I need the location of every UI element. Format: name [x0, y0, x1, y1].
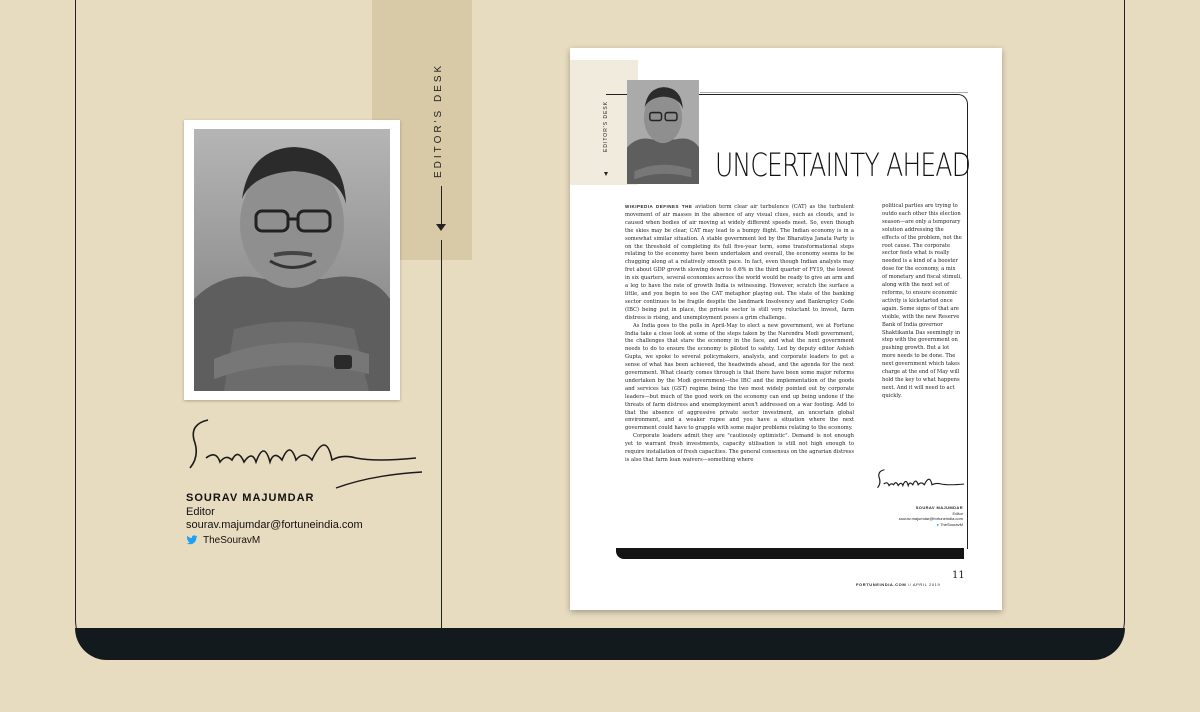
magazine-editor-portrait — [627, 80, 699, 184]
twitter-bird-icon — [186, 534, 198, 546]
magazine-author-block — [868, 505, 963, 527]
magazine-footer — [856, 582, 940, 587]
arrow-down-icon — [436, 224, 446, 231]
section-label: EDITOR'S DESK — [433, 62, 444, 178]
magazine-page — [570, 48, 1002, 610]
editor-photo-card — [184, 120, 400, 400]
article-paragraph-2: As India goes to the polls in April-May to elect a new government, we at Fortune India take a close look at some of the steps taken by the Narendra Modi government, the challenges that stare the economy in the face, and what the next government needs to do to ensure the economy is piloted to safety. Led by deputy editor Ashish Gupta, we spoke to several policymakers, analysts, and corporate leaders to get a sense of what has been achieved, the headwinds ahead, and the agenda for the next government. What clearly comes through is that there have been some major reforms undertaken by the Modi government—the IBC and the implementation of the goods and services tax (GST) regime being the two most widely pointed out by corporate leaders—but much of the good work on the economy can end up being undone if the threats of farm distress and unemployment aren't addressed on a war footing. Add to that the absence of aggressive private sector investment, an uncertain global environment, and a weaker rupee and you have a situation where the next government could have to grapple with some major problems relating to the economy. — [625, 322, 854, 432]
page-number: 11 — [952, 570, 965, 581]
article-paragraph-1: WIKIPEDIA DEFINES THE aviation term clear air turbulence (CAT) as the turbulent movement of air masses in the absence of any visual clues, such as clouds, and is caused when bodies of air moving at widely different speeds meet. So, even though the skies may be clear, CAT may lead to a bumpy flight. The Indian economy is in a somewhat similar situation. A stable government led by the Bharatiya Janata Party is on the threshold of completing its full five-year term, some transformational steps relating to the economy have been undertaken and overall, the economy seems to be chugging along at a relatively smooth pace. In fact, even though Indian analysts may fret about GDP growth slowing down to 6.6% in the third quarter of FY19, the lowest in six quarters, several economies across the world would be ready to give an arm and a leg to have the rate of growth India is witnessing. However, scratch the surface a little, and you begin to see the CAT metaphor playing out. The state of the banking sector continues to be fragile despite the landmark Insolvency and Bankruptcy Code (IBC) being put in place, the private sector is still very reluctant to invest, farm distress is rising, and unemployment poses a grim challenge. — [625, 204, 854, 321]
magazine-author-name: SOURAV MAJUMDAR — [915, 505, 963, 510]
magazine-bottom-bar — [616, 548, 964, 559]
magazine-author-twitter: ● TheSouravM — [936, 521, 963, 527]
article-paragraph-3: Corporate leaders admit they are "cautiously optimistic". Demand is not enough yet to warrant fresh investments, capacity utilisation is still not high enough to require installation of fresh capacities. The general consensus on the agrarian distress is also that farm loan waivers—something where — [625, 433, 854, 463]
author-email-link[interactable]: sourav.majumdar@fortuneindia.com — [186, 519, 363, 531]
bottom-dark-bar — [75, 628, 1125, 660]
editor-signature — [186, 410, 426, 490]
footer-date: // APRIL 2019 — [907, 582, 941, 587]
magazine-top-rule — [700, 92, 968, 93]
magazine-section-label: EDITOR'S DESK — [603, 100, 609, 152]
section-tick — [441, 186, 442, 226]
article-body — [625, 203, 854, 465]
author-role: Editor — [186, 506, 215, 518]
magazine-twitter-icon: ● — [936, 521, 940, 527]
magazine-signature — [876, 466, 968, 496]
footer-site: FORTUNEINDIA.COM — [856, 582, 907, 587]
twitter-handle: TheSouravM — [203, 534, 261, 546]
magazine-author-email: sourav.majumdar@fortuneindia.com — [898, 516, 963, 521]
editor-portrait — [194, 129, 390, 391]
magazine-author-role: Editor — [952, 510, 963, 516]
article-side-column: political parties are trying to outdo each other this election season—are only a temporary solution addressing the effects of the problem, not the root cause. The corporate sector feels what is really needed is a kind of a booster dose for the economy, a mix of monetary and fiscal stimuli, along with the next set of reforms, to ensure economic activity is kickstarted once again. Some signs of that are visible, with the new Reserve Bank of India governor Shaktikanta Das seemingly in step with the government on pushing growth. But a lot more needs to be done. The next government which takes charge at the end of May will hold the key to what happens next. And it will need to act quickly. — [882, 203, 962, 399]
author-name: SOURAV MAJUMDAR — [186, 492, 315, 504]
article-title: UNCERTAINTY AHEAD — [715, 146, 971, 184]
vertical-divider — [441, 240, 442, 628]
author-twitter-link[interactable] — [186, 534, 260, 546]
article-lead-in: WIKIPEDIA DEFINES THE — [625, 204, 693, 209]
